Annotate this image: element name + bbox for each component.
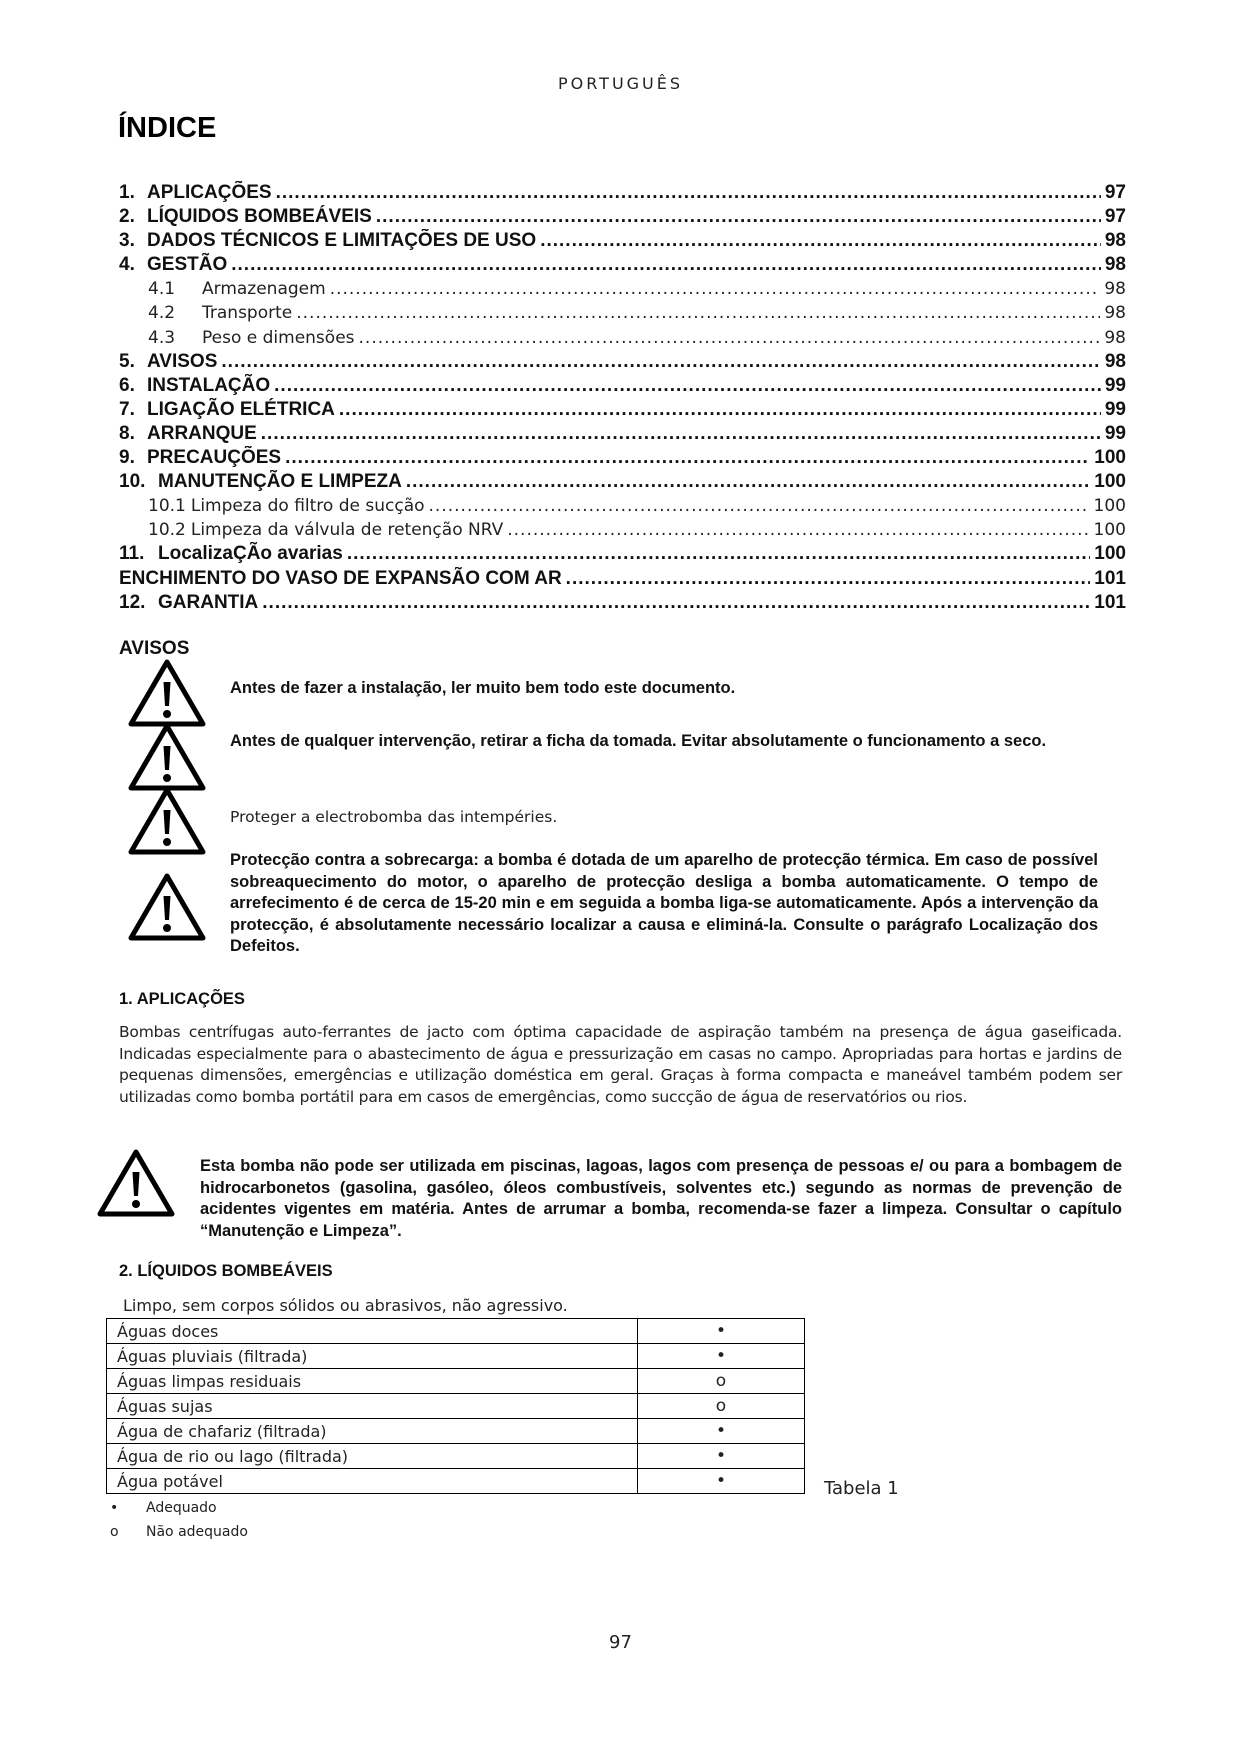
toc-leader [231, 253, 1101, 277]
warning-triangle-icon [127, 658, 207, 728]
liquid-name: Águas limpas residuais [107, 1369, 638, 1394]
toc-page: 100 [1094, 543, 1126, 565]
toc-item[interactable]: 5. AVISOS ..... 98 [119, 350, 1126, 374]
toc-label: GARANTIA [158, 591, 259, 613]
suitability-mark: o [638, 1394, 805, 1419]
aplicacoes-paragraph: Bombas centrífugas auto-ferrantes de jacto com óptima capacidade de aspiração também na presença de água gaseificada. Indicadas especialmente para o abastecimento de água e pressurização em casas no campo. Apropriadas para hortas e jardins de pequenas dimensões, emergências e utilização doméstica em geral. Graças à forma compacta e maneável também podem ser utilizadas como bomba portátil para em casos de emergências, como succção de água de reservatórios ou rios. [119, 1023, 1122, 1106]
table-row [107, 1344, 805, 1369]
toc-label: Peso e dimensões [202, 327, 355, 348]
toc-label: LocalizaÇÃo avarias [158, 543, 343, 565]
toc-leader [540, 229, 1101, 253]
table-row [107, 1394, 805, 1419]
toc-item[interactable]: 4. GESTÃO ..... 98 [119, 253, 1126, 277]
warning-text: Antes de fazer a instalação, ler muito bem todo este documento. [230, 679, 736, 697]
section-heading-liquidos: 2. LÍQUIDOS BOMBEÁVEIS [119, 1262, 333, 1280]
toc-label: Limpeza da válvula de retenção NRV [190, 520, 504, 541]
toc-subitem[interactable]: 4.1 Armazenagem ..... 98 [119, 277, 1126, 301]
toc-label: GESTÃO [147, 254, 228, 276]
toc-item[interactable]: 8. ARRANQUE ..... 99 [119, 422, 1126, 446]
toc-item[interactable]: 3. DADOS TÉCNICOS E LIMITAÇÕES DE USO ..... 98 [119, 229, 1126, 253]
table-row [107, 1369, 805, 1394]
liquid-name: Água de rio ou lago (filtrada) [107, 1444, 638, 1469]
suitability-mark: • [638, 1444, 805, 1469]
avisos-heading: AVISOS [119, 638, 190, 659]
toc-item[interactable]: 9. PRECAUÇÕES ..... 100 [119, 446, 1126, 470]
table-row [107, 1444, 805, 1469]
legend-label: Adequado [146, 1500, 217, 1516]
bullet-icon: • [110, 1500, 119, 1516]
toc-label: Transporte [202, 303, 293, 324]
page-number: 97 [609, 1632, 632, 1653]
liquid-name: Água potável [107, 1469, 638, 1494]
toc-page: 98 [1104, 254, 1126, 276]
toc-item[interactable]: 2. LÍQUIDOS BOMBEÁVEIS ..... 97 [119, 205, 1126, 229]
toc-page: 100 [1093, 520, 1126, 541]
toc-subitem[interactable]: 10.2 Limpeza da válvula de retenção NRV ..... 100 [119, 518, 1126, 542]
toc-leader [330, 277, 1101, 301]
toc-item[interactable]: 11. LocalizaÇÃo avarias ..... 100 [119, 542, 1126, 566]
warning-triangle-icon [96, 1148, 176, 1218]
toc-label: ENCHIMENTO DO VASO DE EXPANSÃO COM AR [119, 567, 562, 589]
toc-leader [359, 326, 1101, 350]
toc-page: 98 [1104, 327, 1126, 348]
toc-page: 99 [1104, 422, 1126, 444]
section-heading-aplicacoes: 1. APLICAÇÕES [119, 990, 245, 1008]
toc-item[interactable]: 10. MANUTENÇÃO E LIMPEZA ..... 100 [119, 470, 1126, 494]
toc-leader [429, 494, 1090, 518]
toc-leader [376, 205, 1101, 229]
toc-leader [285, 446, 1090, 470]
toc-label: DADOS TÉCNICOS E LIMITAÇÕES DE USO [147, 230, 537, 252]
toc-label: APLICAÇÕES [147, 182, 272, 203]
table-of-contents [119, 181, 1126, 615]
liquid-name: Águas sujas [107, 1394, 638, 1419]
liquid-name: Águas pluviais (filtrada) [107, 1344, 638, 1369]
toc-item[interactable] [119, 567, 1126, 591]
toc-item[interactable]: 7. LIGAÇÃO ELÉTRICA ..... 99 [119, 398, 1126, 422]
liquid-name: Águas doces [107, 1319, 638, 1344]
table-row [107, 1469, 805, 1494]
page-title: ÍNDICE [118, 112, 217, 144]
liquid-name: Água de chafariz (filtrada) [107, 1419, 638, 1444]
suitability-mark: o [638, 1369, 805, 1394]
suitability-mark: • [638, 1469, 805, 1494]
toc-label: Limpeza do filtro de sucção [190, 496, 425, 517]
toc-label: ARRANQUE [147, 422, 257, 444]
warning-triangle-icon [127, 786, 207, 856]
toc-label: LÍQUIDOS BOMBEÁVEIS [147, 206, 372, 228]
toc-item[interactable]: 12. GARANTIA ..... 101 [119, 591, 1126, 615]
toc-item[interactable]: 6. INSTALAÇÃO ..... 99 [119, 374, 1126, 398]
warning-text: Protecção contra a sobrecarga: a bomba é dotada de um aparelho de protecção térmica. Em caso de possível sobreaquecimento do motor, o aparelho de protecção desliga a bomba automaticamente. O tempo de arrefecimento é de cerca de 15-20 min e em seguida a bomba liga-se automaticamente. Após a intervenção da protecção, é absolutamente necessário localizar a causa e eliminá-la. Consulte o parágrafo Localização dos Defeitos. [230, 851, 1098, 955]
toc-leader [339, 398, 1101, 422]
toc-page: 98 [1104, 230, 1126, 252]
toc-page: 99 [1104, 398, 1126, 420]
legend-item [110, 1500, 217, 1516]
toc-page: 99 [1104, 374, 1126, 396]
table-caption: Tabela 1 [824, 1478, 899, 1499]
toc-leader [221, 350, 1100, 374]
toc-label: INSTALAÇÃO [147, 374, 271, 396]
toc-page: 98 [1104, 279, 1126, 300]
toc-label: Armazenagem [202, 279, 326, 300]
toc-leader [262, 591, 1090, 615]
toc-leader [274, 374, 1101, 398]
toc-page: 97 [1104, 182, 1126, 203]
table-row [107, 1319, 805, 1344]
toc-subitem[interactable]: 4.3 Peso e dimensões ..... 98 [119, 326, 1126, 350]
warning-triangle-icon [127, 872, 207, 942]
toc-label: MANUTENÇÃO E LIMPEZA [158, 471, 402, 493]
toc-page: 97 [1104, 206, 1126, 228]
warning-text: Proteger a electrobomba das intempéries. [230, 808, 558, 826]
toc-label: PRECAUÇÕES [147, 447, 282, 469]
toc-label: AVISOS [147, 350, 218, 372]
suitability-mark: • [638, 1344, 805, 1369]
toc-page: 100 [1094, 447, 1126, 469]
toc-page: 101 [1094, 591, 1126, 613]
circle-icon: o [110, 1524, 119, 1540]
legend-label: Não adequado [146, 1524, 248, 1540]
toc-leader [276, 181, 1101, 205]
toc-page: 100 [1093, 496, 1126, 517]
liquidos-intro: Limpo, sem corpos sólidos ou abrasivos, não agressivo. [123, 1296, 568, 1315]
table-row [107, 1419, 805, 1444]
toc-leader [406, 470, 1090, 494]
toc-item[interactable]: 1. APLICAÇÕES ..... 97 [119, 181, 1126, 205]
language-header: PORTUGUÊS [557, 74, 684, 93]
toc-leader [566, 567, 1091, 591]
toc-page: 98 [1104, 303, 1126, 324]
warning-triangle-icon [127, 722, 207, 792]
liquids-table [106, 1318, 805, 1494]
warning-text: Antes de qualquer intervenção, retirar a ficha da tomada. Evitar absolutamente o funcionamento a seco. [230, 732, 1047, 750]
toc-subitem[interactable]: 10.1 Limpeza do filtro de sucção ..... 100 [119, 494, 1126, 518]
toc-leader [347, 542, 1090, 566]
toc-leader [507, 518, 1089, 542]
toc-page: 100 [1094, 471, 1126, 493]
toc-page: 98 [1104, 350, 1126, 372]
toc-page: 101 [1094, 567, 1126, 589]
suitability-mark: • [638, 1319, 805, 1344]
toc-leader [296, 301, 1100, 325]
toc-subitem[interactable]: 4.2 Transporte ..... 98 [119, 301, 1126, 325]
toc-leader [261, 422, 1101, 446]
aplicacoes-warning-text: Esta bomba não pode ser utilizada em piscinas, lagoas, lagos com presença de pessoas e/ ou para a bombagem de hidrocarbonetos (gasolina, gasóleo, óleos combustíveis, solventes etc.) segundo as normas de prevenção de acidentes vigentes em matéria. Antes de arrumar a bomba, recomenda-se fazer a limpeza. Consultar o capítulo “Manutenção e Limpeza”. [200, 1157, 1122, 1240]
suitability-mark: • [638, 1419, 805, 1444]
toc-label: LIGAÇÃO ELÉTRICA [147, 398, 335, 420]
legend-item [110, 1524, 248, 1540]
